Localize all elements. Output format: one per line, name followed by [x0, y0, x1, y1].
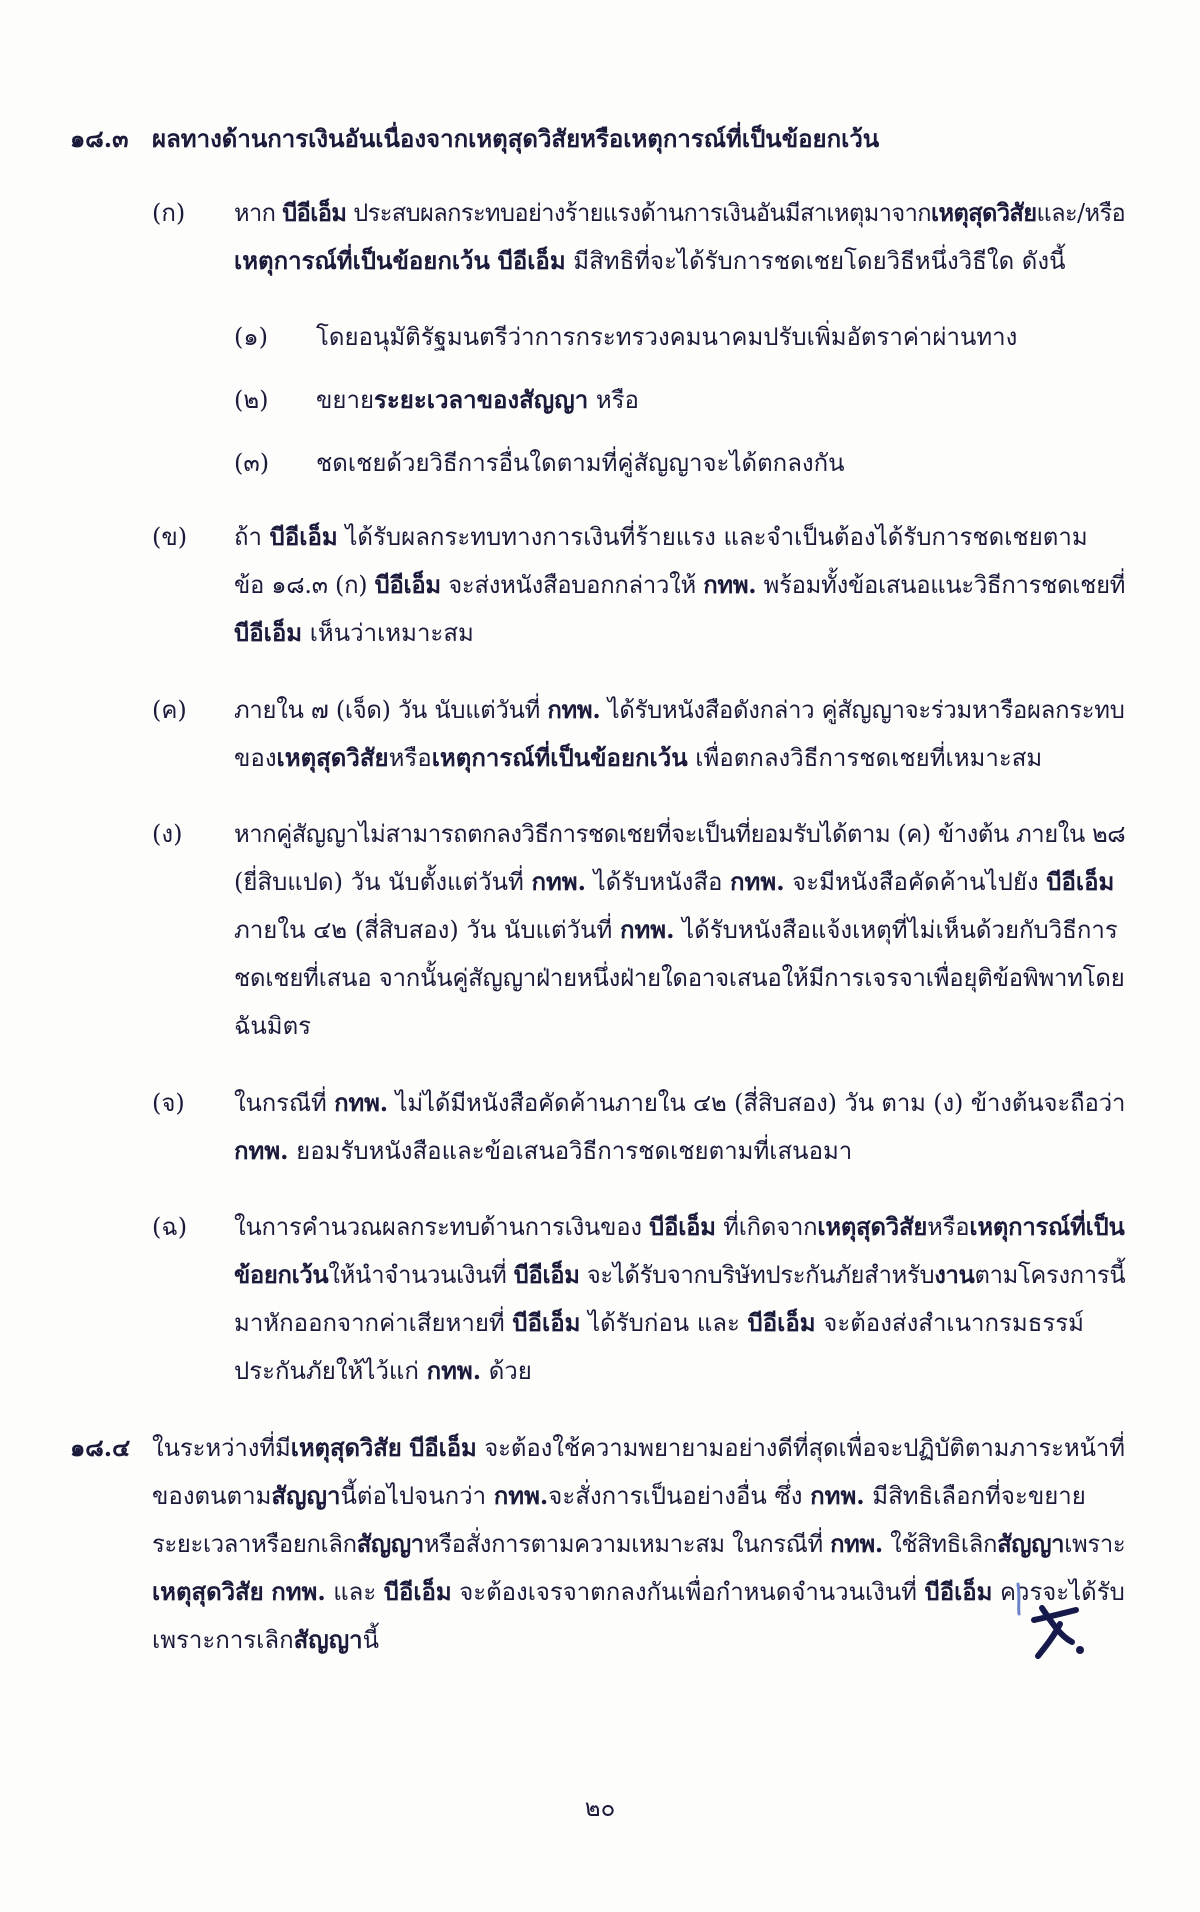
- item-e-line-2: กทพ. ยอมรับหนังสือและข้อเสนอวิธีการชดเชยตามที่เสนอมา: [234, 1136, 853, 1165]
- item-f-line-2: ข้อยกเว้นให้นำจำนวนเงินที่ บีอีเอ็ม จะได้รับจากบริษัทประกันภัยสำหรับงานตามโครงการนี้: [234, 1260, 1126, 1289]
- item-f-line-4: ประกันภัยให้ไว้แก่ กทพ. ด้วย: [234, 1356, 532, 1385]
- section-18-4-line-3: ระยะเวลาหรือยกเลิกสัญญาหรือสั่งการตามความเหมาะสม ในกรณีที่ กทพ. ใช้สิทธิเลิกสัญญาเพราะ: [152, 1529, 1126, 1558]
- sub-item-1-label: (๑): [234, 323, 268, 351]
- sub-item-2-text: ขยายระยะเวลาของสัญญา หรือ: [316, 385, 639, 414]
- sub-item-2-label: (๒): [234, 386, 269, 414]
- item-b-line-2: ข้อ ๑๘.๓ (ก) บีอีเอ็ม จะส่งหนังสือบอกกล่าวให้ กทพ. พร้อมทั้งข้อเสนอแนะวิธีการชดเชยที่: [234, 570, 1126, 599]
- item-d-line-2: (ยี่สิบแปด) วัน นับตั้งแต่วันที่ กทพ. ได้รับหนังสือ กทพ. จะมีหนังสือคัดค้านไปยัง บีอีเอ็ม: [234, 867, 1115, 896]
- item-d-line-1: หากคู่สัญญาไม่สามารถตกลงวิธีการชดเชยที่จะเป็นที่ยอมรับได้ตาม (ค) ข้างต้น ภายใน ๒๘: [234, 820, 1126, 848]
- sub-item-3-label: (๓): [234, 449, 270, 477]
- page-number: ๒๐: [584, 1794, 616, 1822]
- section-18-4-line-2: ของตนตามสัญญานี้ต่อไปจนกว่า กทพ.จะสั่งการเป็นอย่างอื่น ซึ่ง กทพ. มีสิทธิเลือกที่จะขยาย: [152, 1481, 1086, 1510]
- sub-item-3-text: ชดเชยด้วยวิธีการอื่นใดตามที่คู่สัญญาจะได้ตกลงกัน: [316, 449, 845, 477]
- item-c-line-1: ภายใน ๗ (เจ็ด) วัน นับแต่วันที่ กทพ. ได้รับหนังสือดังกล่าว คู่สัญญาจะร่วมหารือผลกระทบ: [234, 695, 1125, 724]
- item-d-line-4: ชดเชยที่เสนอ จากนั้นคู่สัญญาฝ่ายหนึ่งฝ่ายใดอาจเสนอให้มีการเจรจาเพื่อยุติข้อพิพาทโดย: [234, 964, 1125, 992]
- section-18-3-title: ผลทางด้านการเงินอันเนื่องจากเหตุสุดวิสัยหรือเหตุการณ์ที่เป็นข้อยกเว้น: [152, 124, 880, 153]
- section-18-4-line-1: ในระหว่างที่มีเหตุสุดวิสัย บีอีเอ็ม จะต้องใช้ความพยายามอย่างดีที่สุดเพื่อจะปฏิบัติตามภาระหน้าที่: [152, 1433, 1125, 1462]
- item-d-line-5: ฉันมิตร: [234, 1012, 312, 1040]
- item-b-label: (ข): [152, 523, 188, 551]
- sub-item-1-text: โดยอนุมัติรัฐมนตรีว่าการกระทรวงคมนาคมปรับเพิ่มอัตราค่าผ่านทาง: [316, 323, 1018, 351]
- item-e-line-1: ในกรณีที่ กทพ. ไม่ได้มีหนังสือคัดค้านภายใน ๔๒ (สี่สิบสอง) วัน ตาม (ง) ข้างต้นจะถือว่า: [234, 1088, 1126, 1117]
- item-b-line-1: ถ้า บีอีเอ็ม ได้รับผลกระทบทางการเงินที่ร้ายแรง และจำเป็นต้องได้รับการชดเชยตาม: [234, 522, 1088, 551]
- item-d-line-3: ภายใน ๔๒ (สี่สิบสอง) วัน นับแต่วันที่ กทพ. ได้รับหนังสือแจ้งเหตุที่ไม่เห็นด้วยกับวิธีการ: [234, 915, 1118, 944]
- item-e-label: (จ): [152, 1089, 185, 1117]
- item-a-line-2: เหตุการณ์ที่เป็นข้อยกเว้น บีอีเอ็ม มีสิทธิที่จะได้รับการชดเชยโดยวิธีหนึ่งวิธีใด ดังนี้: [234, 246, 1066, 275]
- section-18-4-line-5: เพราะการเลิกสัญญานี้: [152, 1625, 380, 1654]
- item-b-line-3: บีอีเอ็ม เห็นว่าเหมาะสม: [234, 618, 474, 647]
- item-a-line-1: หาก บีอีเอ็ม ประสบผลกระทบอย่างร้ายแรงด้านการเงินอันมีสาเหตุมาจากเหตุสุดวิสัยและ/หรือ: [234, 198, 1126, 227]
- item-f-line-3: มาหักออกจากค่าเสียหายที่ บีอีเอ็ม ได้รับก่อน และ บีอีเอ็ม จะต้องส่งสำเนากรมธรรม์: [234, 1308, 1084, 1337]
- section-18-4-number: ๑๘.๔: [70, 1433, 131, 1462]
- item-c-label: (ค): [152, 696, 187, 724]
- item-c-line-2: ของเหตุสุดวิสัยหรือเหตุการณ์ที่เป็นข้อยกเว้น เพื่อตกลงวิธีการชดเชยที่เหมาะสม: [234, 743, 1043, 772]
- item-d-label: (ง): [152, 820, 183, 848]
- item-f-label: (ฉ): [152, 1213, 188, 1241]
- item-a-label: (ก): [152, 199, 186, 227]
- section-18-3-number: ๑๘.๓: [70, 124, 129, 153]
- item-f-line-1: ในการคำนวณผลกระทบด้านการเงินของ บีอีเอ็ม ที่เกิดจากเหตุสุดวิสัยหรือเหตุการณ์ที่เป็น: [234, 1212, 1125, 1241]
- section-18-4-line-4: เหตุสุดวิสัย กทพ. และ บีอีเอ็ม จะต้องเจรจาตกลงกันเพื่อกำหนดจำนวนเงินที่ บีอีเอ็ม ควรจะได้รับ: [152, 1577, 1125, 1606]
- handwritten-initial-mark: [1010, 1580, 1100, 1670]
